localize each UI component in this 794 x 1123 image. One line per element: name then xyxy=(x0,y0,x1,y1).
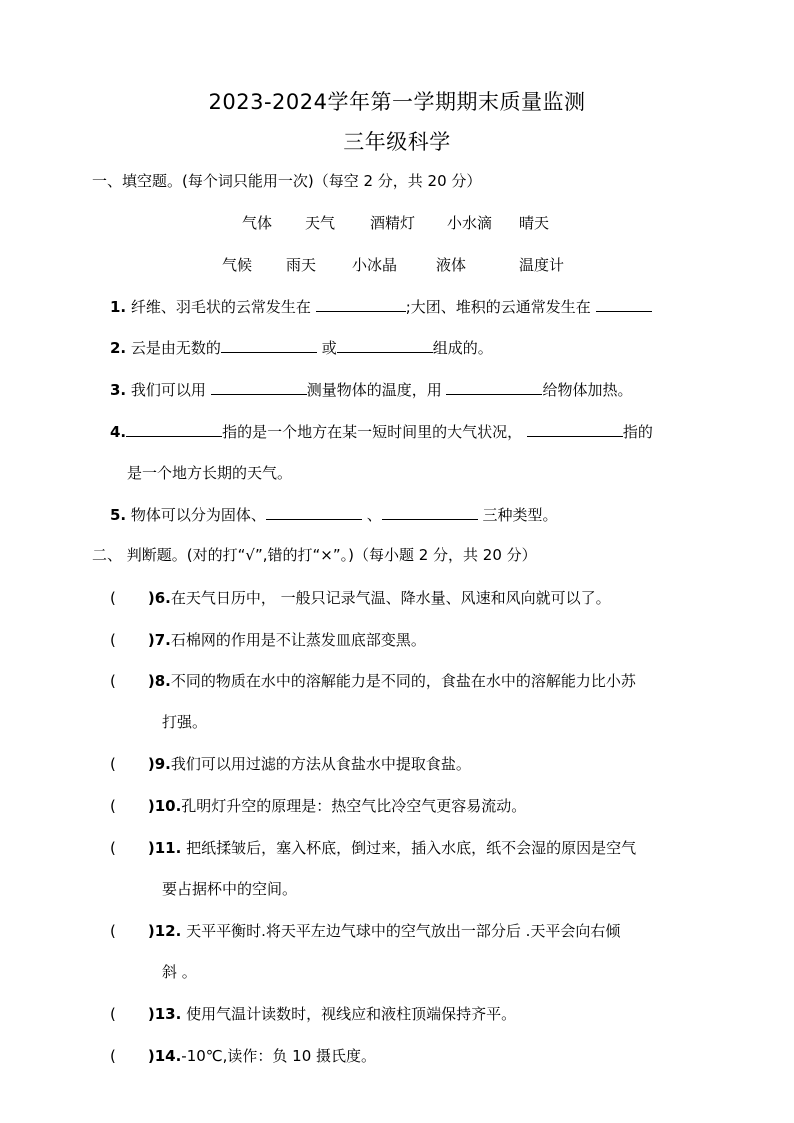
fill-question-3 xyxy=(110,379,633,400)
question-text: 给物体加热。 xyxy=(542,381,633,399)
answer-blank[interactable] xyxy=(211,380,307,395)
fill-question-5 xyxy=(110,504,558,525)
question-number: 4. xyxy=(110,423,127,441)
item-text: 天平平衡时.将天平左边气球中的空气放出一部分后 .天平会向右倾 xyxy=(181,922,621,940)
word-bank-item: 晴天 xyxy=(519,214,550,232)
word-bank-item: 天气 xyxy=(305,214,336,232)
item-number: )13. xyxy=(147,1005,182,1023)
question-text: 物体可以分为固体、 xyxy=(130,506,266,524)
question-number: 1. xyxy=(110,298,127,316)
answer-blank[interactable] xyxy=(596,297,652,312)
judge-item-12-continued: 斜 。 xyxy=(162,963,197,981)
judge-item-13 xyxy=(110,1003,516,1024)
answer-paren[interactable]: ( xyxy=(110,672,116,690)
answer-paren[interactable]: ( xyxy=(110,1005,116,1023)
judge-item-6 xyxy=(110,587,611,608)
item-number: )8. xyxy=(147,672,171,690)
item-text: 在天气日历中， 一般只记录气温、降水量、风速和风向就可以了。 xyxy=(170,589,611,607)
item-text: 把纸揉皱后，塞入杯底，倒过来，插入水底，纸不会湿的原因是空气 xyxy=(181,839,637,857)
judge-item-7 xyxy=(110,629,426,650)
judge-item-14 xyxy=(110,1045,376,1066)
judge-item-12 xyxy=(110,920,620,941)
page-title: 2023-2024学年第一学期期末质量监测 xyxy=(208,90,586,114)
question-number: 2. xyxy=(110,339,127,357)
item-number: )14. xyxy=(147,1047,182,1065)
answer-paren[interactable]: ( xyxy=(110,631,116,649)
question-text: 组成的。 xyxy=(432,339,493,357)
section2-heading: 二、 判断题。(对的打“√”,错的打“×”。)（每小题 2 分，共 20 分） xyxy=(92,546,537,564)
fill-question-4 xyxy=(110,421,653,442)
question-text: 纤维、羽毛状的云常发生在 xyxy=(130,298,316,316)
item-number: )6. xyxy=(147,589,171,607)
question-number: 3. xyxy=(110,381,127,399)
question-text: 我们可以用 xyxy=(130,381,211,399)
question-text: 云是由无数的 xyxy=(130,339,221,357)
question-text: 或 xyxy=(316,339,337,357)
answer-paren[interactable]: ( xyxy=(110,839,116,857)
answer-paren[interactable]: ( xyxy=(110,922,116,940)
fill-question-2 xyxy=(110,337,493,358)
judge-item-11-continued: 要占据杯中的空间。 xyxy=(162,880,298,898)
judge-item-10 xyxy=(110,795,526,816)
item-text: 孔明灯升空的原理是：热空气比冷空气更容易流动。 xyxy=(181,797,527,815)
fill-question-1 xyxy=(110,296,652,317)
item-number: )12. xyxy=(147,922,182,940)
answer-paren[interactable]: ( xyxy=(110,1047,116,1065)
word-bank-item: 雨天 xyxy=(286,256,317,274)
word-bank-item: 小水滴 xyxy=(447,214,493,232)
judge-item-8 xyxy=(110,670,636,691)
judge-item-11 xyxy=(110,837,636,858)
item-number: )7. xyxy=(147,631,171,649)
item-text: -10℃,读作：负 10 摄氏度。 xyxy=(181,1047,377,1065)
word-bank-item: 气候 xyxy=(222,256,253,274)
answer-blank[interactable] xyxy=(266,505,362,520)
section1-heading: 一、填空题。(每个词只能用一次)（每空 2 分，共 20 分） xyxy=(92,172,482,190)
answer-blank[interactable] xyxy=(337,338,433,353)
question-text: 、 xyxy=(361,506,382,524)
answer-paren[interactable]: ( xyxy=(110,755,116,773)
answer-blank[interactable] xyxy=(527,422,623,437)
word-bank-item: 小冰晶 xyxy=(352,256,398,274)
answer-blank[interactable] xyxy=(382,505,478,520)
word-bank-item: 液体 xyxy=(436,256,467,274)
question-number: 5. xyxy=(110,506,127,524)
answer-blank[interactable] xyxy=(446,380,542,395)
judge-item-8-continued: 打强。 xyxy=(162,713,208,731)
word-bank-item: 气体 xyxy=(242,214,273,232)
item-number: )10. xyxy=(147,797,182,815)
word-bank-item: 酒精灯 xyxy=(370,214,416,232)
item-text: 我们可以用过滤的方法从食盐水中提取食盐。 xyxy=(170,755,471,773)
item-number: )9. xyxy=(147,755,171,773)
answer-paren[interactable]: ( xyxy=(110,797,116,815)
answer-blank[interactable] xyxy=(316,297,406,312)
page-subtitle: 三年级科学 xyxy=(343,130,451,154)
question-text: ;大团、堆积的云通常发生在 xyxy=(405,298,596,316)
item-text: 使用气温计读数时，视线应和液柱顶端保持齐平。 xyxy=(181,1005,517,1023)
item-text: 石棉网的作用是不让蒸发皿底部变黑。 xyxy=(170,631,426,649)
item-number: )11. xyxy=(147,839,182,857)
word-bank-item: 温度计 xyxy=(519,256,565,274)
answer-blank[interactable] xyxy=(126,422,222,437)
question-text: 三种类型。 xyxy=(477,506,558,524)
question-text: 指的 xyxy=(622,423,653,441)
answer-blank[interactable] xyxy=(221,338,317,353)
answer-paren[interactable]: ( xyxy=(110,589,116,607)
question-text: 测量物体的温度，用 xyxy=(306,381,447,399)
fill-question-4-continued: 是一个地方长期的天气。 xyxy=(127,464,293,482)
judge-item-9 xyxy=(110,753,471,774)
item-text: 不同的物质在水中的溶解能力是不同的，食盐在水中的溶解能力比小苏 xyxy=(170,672,636,690)
question-text: 指的是一个地方在某一短时间里的大气状况， xyxy=(222,423,527,441)
